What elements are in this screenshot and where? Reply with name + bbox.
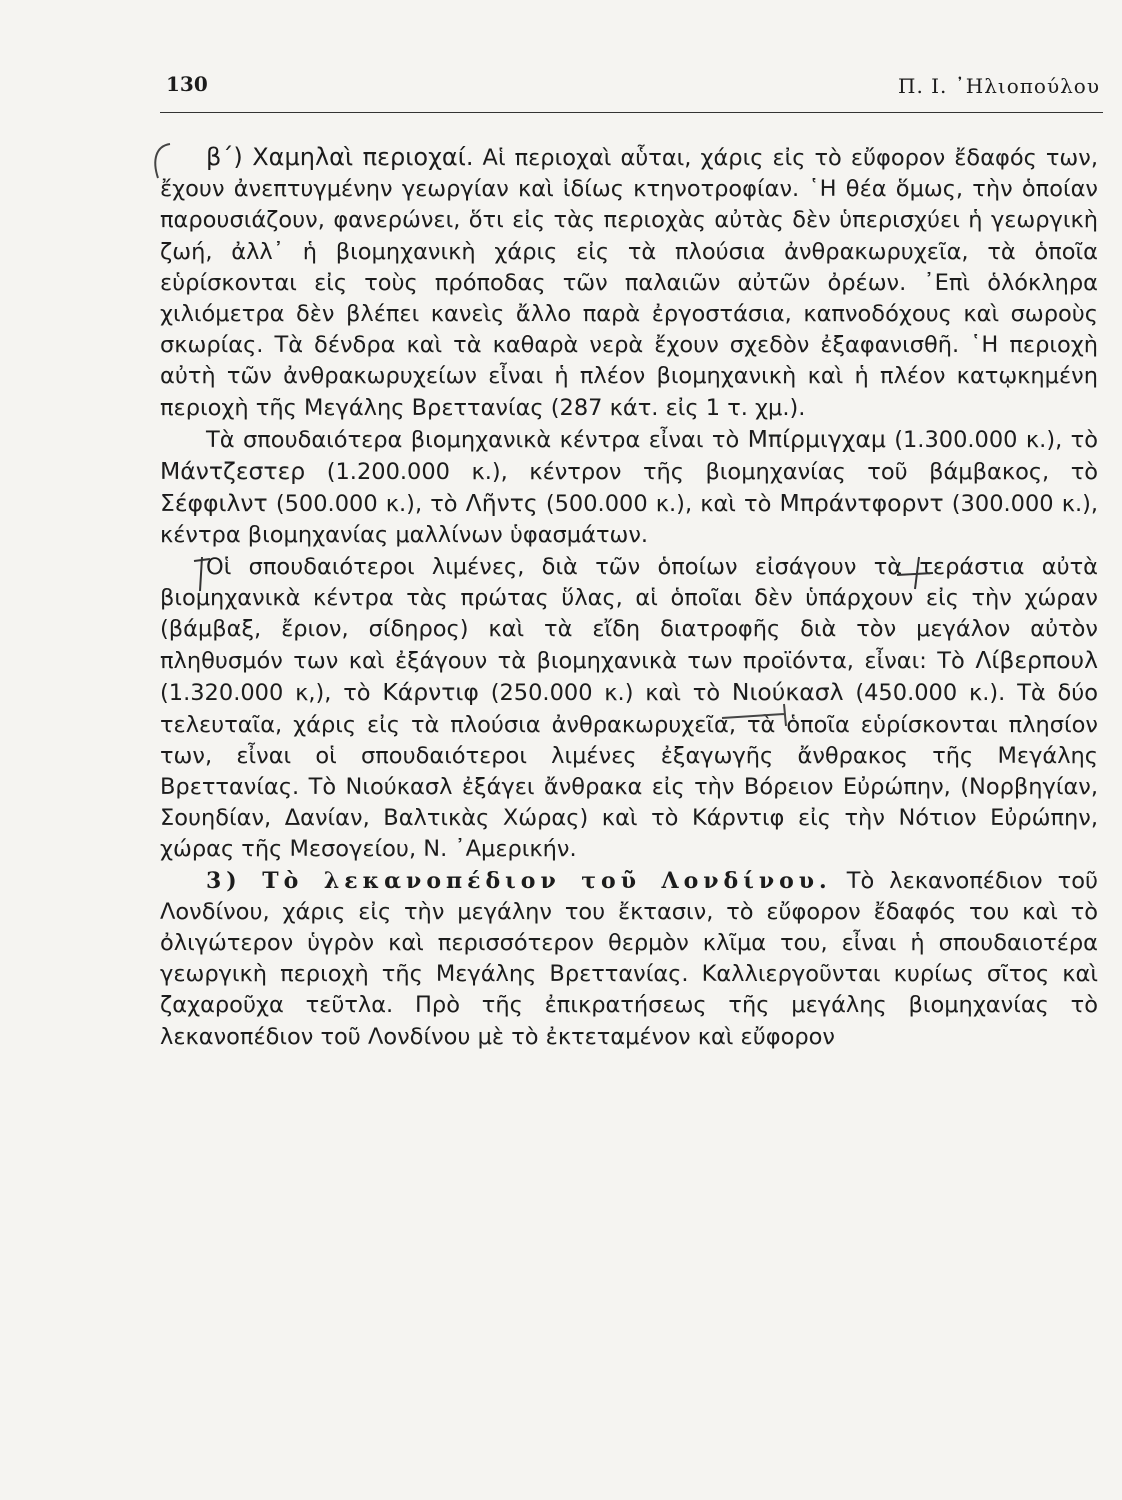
page-header (160, 72, 1100, 106)
city-leeds: Λῆντς (465, 489, 538, 518)
centers-text-4: (500.000 κ.), τὸ (275, 491, 458, 518)
running-head: Π. Ι. ᾿Ηλιοπούλου (898, 74, 1100, 98)
london-text: Τὸ λεκανοπέδιον τοῦ Λονδίνου, χάρις εἰς τὴν μεγάλην του ἔκτασιν, τὸ εὔφορον ἔδαφός του καὶ τὸ ὀλιγώτερον ὑγρὸν καὶ περισσότερον θερμὸν κλῖμα του, εἶναι ἡ σπουδαιοτέρα γεωργικὴ περιοχὴ τῆς Μεγάλης Βρεττανίας. Καλλιεργοῦνται κυρίως σῖτος καὶ ζαχαροῦχα τεῦτλα. Πρὸ τῆς ἐπικρατήσεως τῆς μεγάλης βιομηχανίας τὸ λεκανοπέδιον τοῦ Λονδίνου μὲ τὸ ἐκτεταμένον καὶ εὔφορον (160, 867, 1098, 1050)
ports-text-2: (1.320.000 κ,), τὸ (160, 680, 371, 707)
city-cardiff: Κάρντιφ (382, 678, 479, 707)
city-sheffield: Σέφφιλντ (160, 489, 268, 518)
city-birmingham: Μπίρμιγχαμ (747, 424, 886, 453)
paragraph-london-basin (160, 866, 1098, 1053)
city-manchester: Μάντζεστερ (160, 457, 306, 486)
centers-text-5: (500.000 κ.), καὶ τὸ (545, 491, 772, 518)
section-heading-lowlands: β΄) Χαμηλαὶ περιοχαί. (206, 143, 474, 171)
centers-text-2: (1.300.000 κ.), τὸ (894, 426, 1098, 453)
ports-text-3: (250.000 κ.) καὶ τὸ (490, 680, 721, 707)
city-bradford: Μπράντφορντ (779, 489, 944, 518)
centers-text-1: Τὰ σπουδαιότερα βιομηχανικὰ κέντρα εἶναι τὸ (206, 426, 740, 453)
city-newcastle: Νιούκασλ (731, 678, 844, 707)
body-text (160, 142, 1098, 1053)
ports-text-4: (450.000 κ.). Τὰ δύο τελευταῖα, χάρις εἰς τὰ πλούσια ἀνθρακωρυχεῖα, τὰ ὁποῖα εὑρίσκονται πλησίον των, εἶναι οἱ σπουδαιότεροι λιμένες ἐξαγωγῆς ἄνθρακος τῆς Μεγάλης Βρεττανίας. Τὸ Νιούκασλ ἐξάγει ἄνθρακα εἰς τὴν Βόρειον Εὐρώπην, (Νορβηγίαν, Σουηδίαν, Δανίαν, Βαλτικὰς Χώρας) καὶ τὸ Κάρντιφ εἰς τὴν Νότιον Εὐρώπην, χώρας τῆς Μεσογείου, Ν. ᾿Αμερικήν. (160, 680, 1099, 863)
lowlands-text: Αἱ περιοχαὶ αὗται, χάρις εἰς τὸ εὔφορον ἔδαφός των, ἔχουν ἀνεπτυγμένην γεωργίαν καὶ ἰδίως κτηνοτροφίαν. ῾Η θέα ὅμως, τὴν ὁποίαν παρουσιάζουν, φανερώνει, ὅτι εἰς τὰς περιοχὰς αὐτὰς δὲν ὑπερισχύει ἡ γεωργικὴ ζωή, ἀλλ᾿ ἡ βιομηχανικὴ χάρις εἰς τὰ πλούσια ἀνθρακωρυχεῖα, τὰ ὁποῖα εὑρίσκονται εἰς τοὺς πρόποδας τῶν παλαιῶν αὐτῶν ὀρέων. ᾿Επὶ ὁλόκληρα χιλιόμετρα δὲν βλέπει κανεὶς ἄλλο παρὰ ἐργοστάσια, καπνοδόχους καὶ σωροὺς σκωρίας. Τὰ δένδρα καὶ τὰ καθαρὰ νερὰ ἔχουν σχεδὸν ἐξαφανισθῆ. ῾Η περιοχὴ αὐτὴ τῶν ἀνθρακωρυχείων εἶναι ἡ πλέον βιομηχανικὴ καὶ ἡ πλέον κατῳκημένη περιοχὴ τῆς Μεγάλης Βρεττανίας (287 κάτ. εἰς 1 τ. χμ.). (160, 145, 1098, 421)
city-liverpool: Λίβερπουλ (975, 646, 1098, 675)
page-number: 130 (166, 72, 208, 96)
centers-text-3: (1.200.000 κ.), κέντρον τῆς βιομηχανίας τοῦ βάμβακος, τὸ (326, 459, 1099, 486)
paragraph-industrial-centers (160, 424, 1098, 552)
header-rule (160, 112, 1103, 113)
paragraph-lowlands (160, 142, 1098, 424)
centers-text-6: (300.000 κ.), κέντρα βιομηχανίας μαλλίνων ὑφασμάτων. (160, 491, 1099, 549)
section-heading-london: 3) Τὸ λεκανοπέδιον τοῦ Λονδίνου. (206, 867, 832, 894)
paragraph-ports (160, 552, 1098, 866)
ports-text-1: Οἱ σπουδαιότεροι λιμένες, διὰ τῶν ὁποίων εἰσάγουν τὰ τεράστια αὐτὰ βιομηχανικὰ κέντρα τὰς πρώτας ὕλας, αἱ ὁποῖαι δὲν ὑπάρχουν εἰς τὴν χώραν (βάμβαξ, ἔριον, σίδηρος) καὶ τὰ εἴδη διατροφῆς διὰ τὸν μεγάλον αὐτὸν πληθυσμόν των καὶ ἐξάγουν τὰ βιομηχανικὰ των προϊόντα, εἶναι: Τὸ (160, 553, 1098, 675)
